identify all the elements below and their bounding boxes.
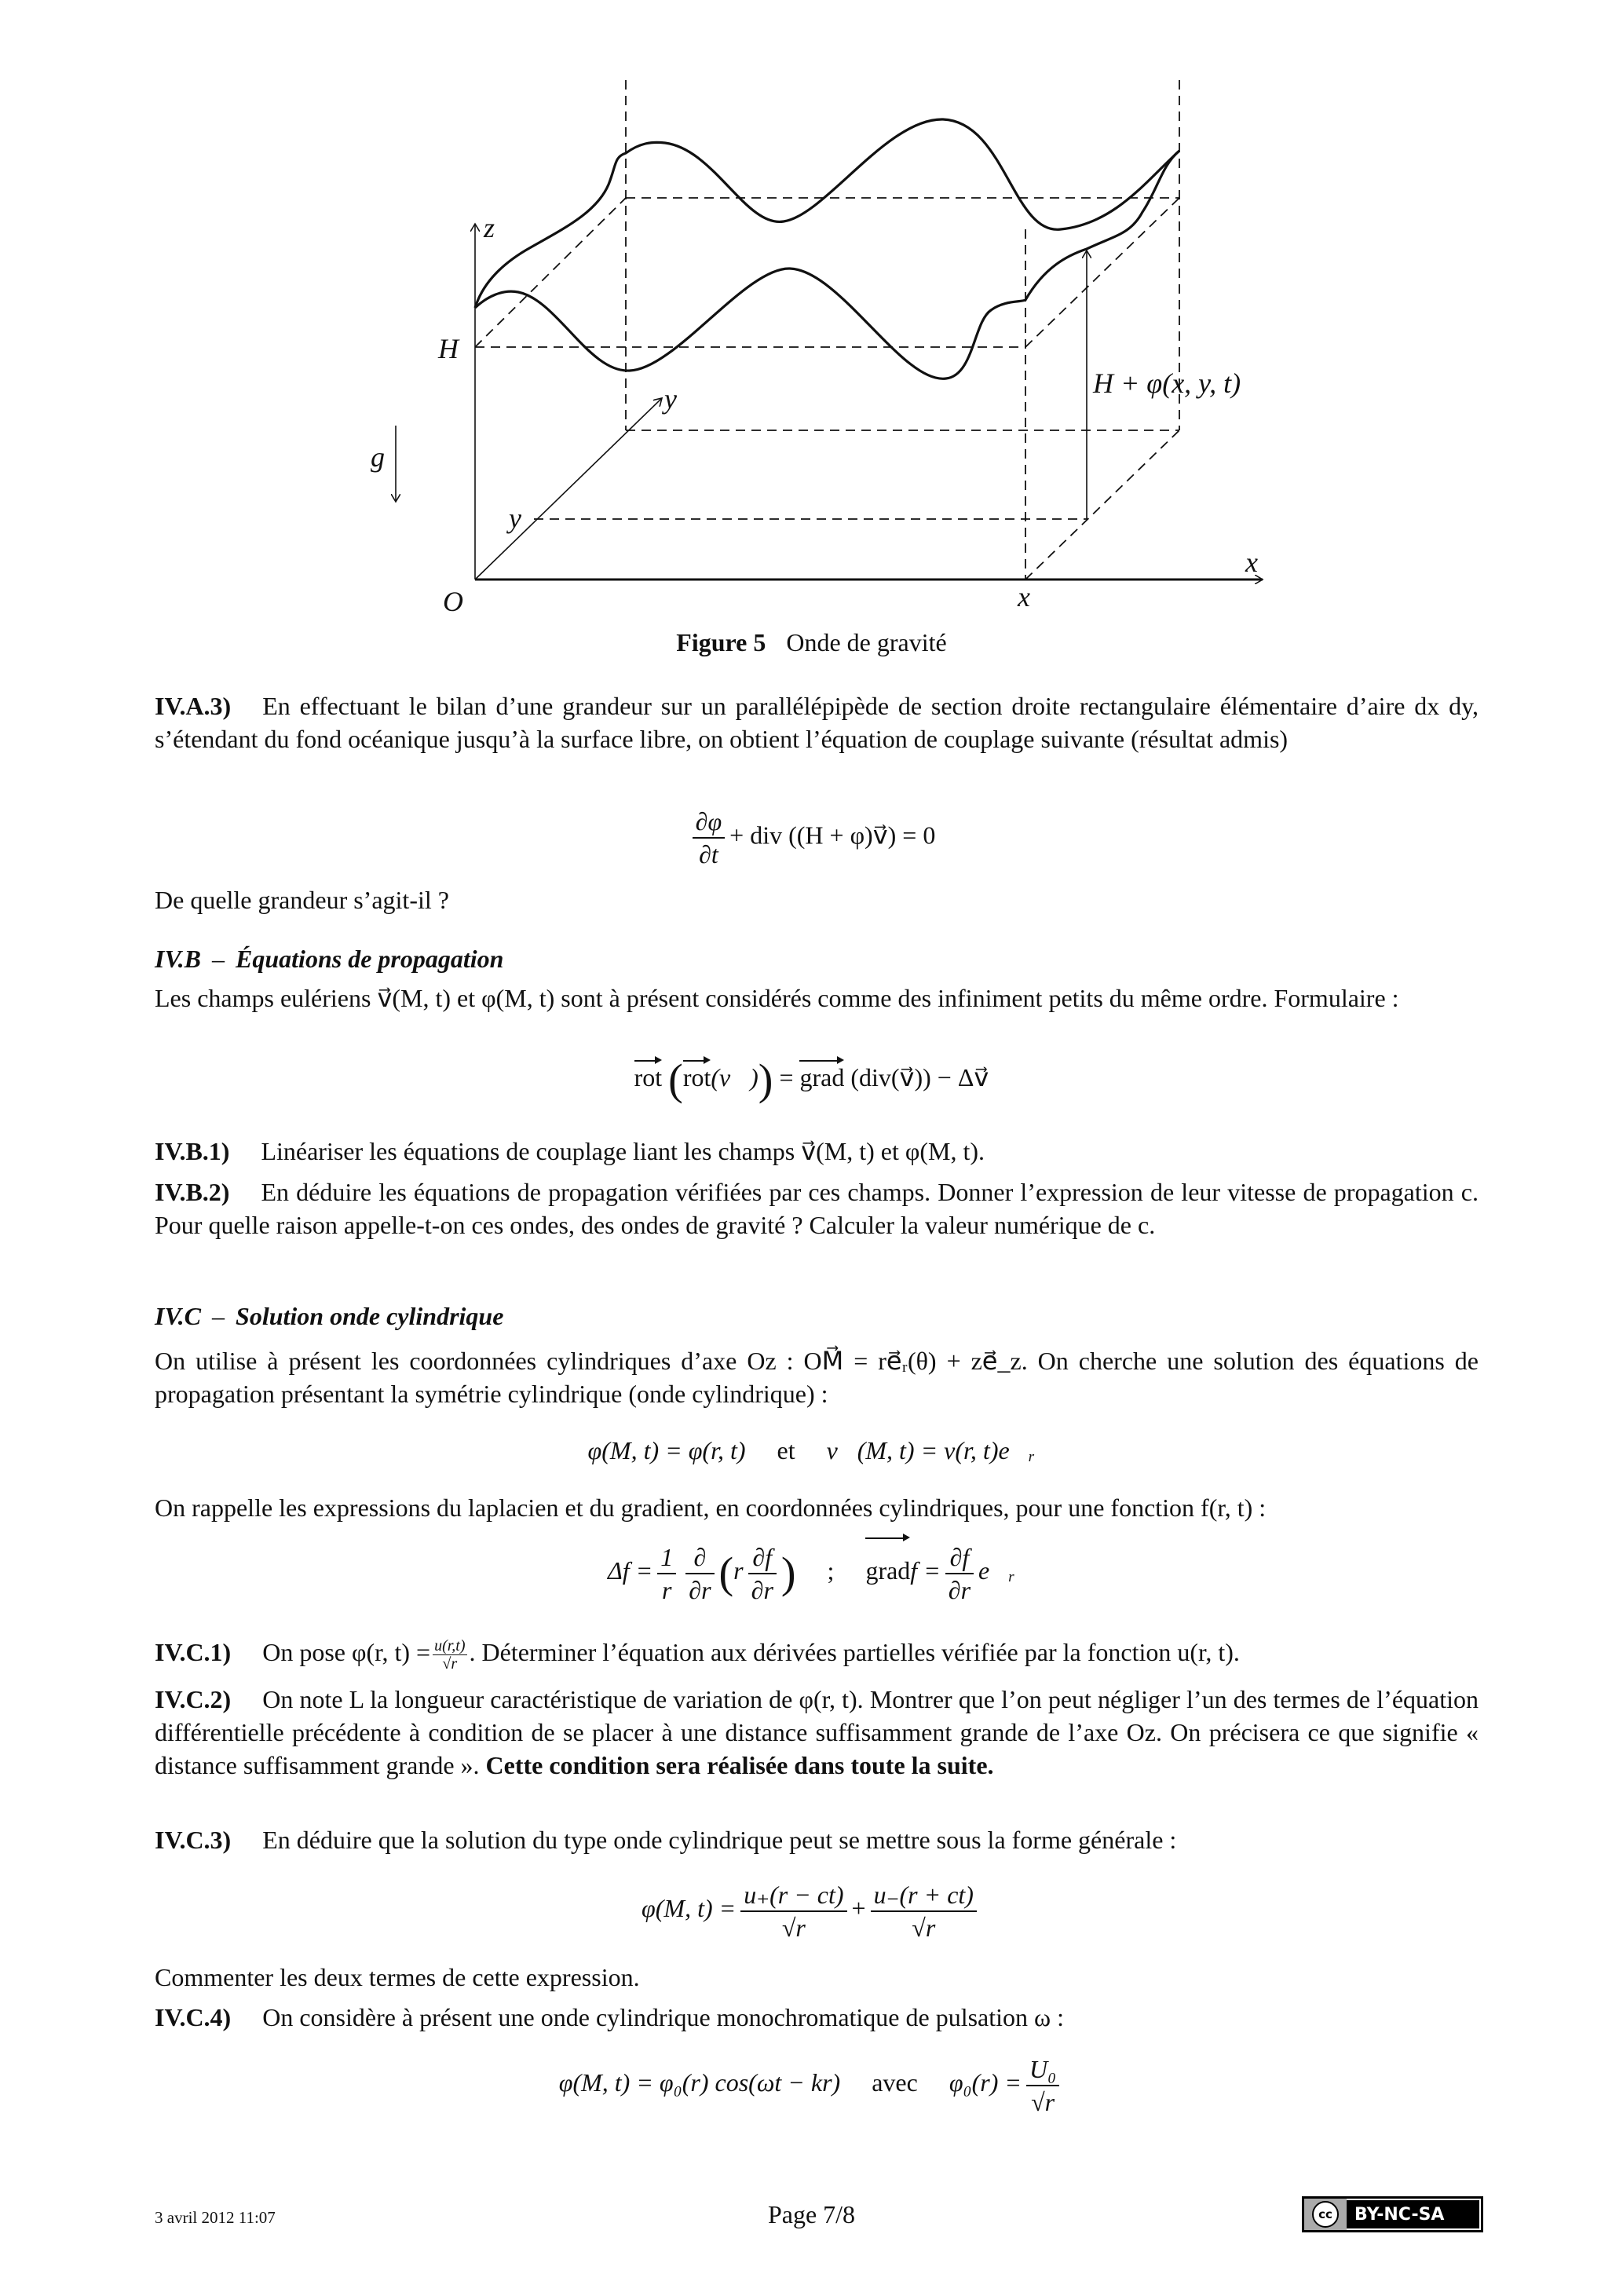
- section-dash: –: [212, 1302, 225, 1330]
- symmetry-equation: [0, 1435, 1623, 1466]
- question-label: IV.C.2): [155, 1685, 232, 1713]
- rot-operator: rot: [634, 1063, 663, 1091]
- eq-numerator: U₀: [1026, 2053, 1059, 2086]
- eq-numerator: ∂f: [748, 1541, 777, 1574]
- eq-denominator: ∂r: [689, 1575, 711, 1604]
- monochromatic-wave-equation: [0, 2051, 1623, 2118]
- eq-rest: (div(v⃗)) − Δv⃗: [850, 1063, 989, 1091]
- question-label: IV.B.1): [155, 1137, 230, 1165]
- eq-denominator: ∂r: [751, 1575, 773, 1604]
- eq-and: avec: [872, 2068, 918, 2097]
- eq-numerator: ∂φ: [693, 806, 726, 839]
- section-heading-IV-C: [155, 1300, 1479, 1333]
- question-text: En déduire que la solution du type onde cylindrique peut se mettre sous la forme générale :: [262, 1826, 1177, 1854]
- eq-term: (v⃗): [711, 1063, 758, 1091]
- footer-date: 3 avril 2012 11:07: [155, 2208, 276, 2227]
- question-label: IV.C.1): [155, 1638, 232, 1666]
- formulary-equation: rot (rot(v⃗)) = grad (div(v⃗)) − Δv⃗: [634, 1055, 989, 1105]
- section-id: IV.C: [155, 1302, 202, 1330]
- section-intro: Les champs eulériens v⃗(M, t) et φ(M, t) sont à présent considérés comme des infiniment petits du même ordre. Formulaire :: [155, 984, 1399, 1012]
- eq-denominator: √r: [912, 1913, 936, 1942]
- cc-icon: cc: [1312, 2201, 1339, 2228]
- eq-denominator: √r: [781, 1913, 806, 1942]
- y-axis: [475, 398, 662, 579]
- front-wave-curve: [475, 151, 1179, 378]
- eq-and: et: [777, 1436, 795, 1464]
- laplacian-gradient-equation: Δf = $\frac{1}{r}$ $\frac{\partial}{\partial r}$ (r $\frac{\partial f}{\partial r}$ ) ; gradf = $\frac{\partial f}{\partial r}$ e⃗ᵣ: [0, 1539, 1623, 1606]
- question-label: IV.B.2): [155, 1178, 230, 1206]
- question-text: Linéariser les équations de couplage liant les champs v⃗(M, t) et φ(M, t).: [261, 1137, 985, 1165]
- eq-denominator: ∂r: [948, 1575, 971, 1604]
- section-id: IV.B: [155, 945, 202, 973]
- question-text: En effectuant le bilan d’une grandeur sur un parallélépipède de section droite rectangulaire élémentaire d’aire dx dy, s’étendant du fond océanique jusqu’à la surface libre, on obtient l’équation de couplage suivante (résultat admis): [155, 692, 1479, 753]
- question-text: . Déterminer l’équation aux dérivées partielles vérifiée par la fonction u(r, t).: [469, 1638, 1240, 1666]
- comment-text: Commenter les deux termes de cette expression.: [155, 1963, 640, 1991]
- eq-term: φ₀(r) =: [949, 2068, 1022, 2097]
- figure-caption: [0, 628, 1623, 657]
- eq-numerator: 1: [657, 1541, 676, 1574]
- question-IV-C-1: [155, 1636, 1479, 1673]
- eq-term: Δf =: [607, 1556, 653, 1585]
- H-label: H: [438, 333, 459, 364]
- eq-term: φ(M, t) = φ₀(r) cos(ωt − kr): [558, 2068, 841, 2097]
- question-text: On pose φ(r, t) =: [262, 1638, 431, 1666]
- origin-label: O: [443, 586, 463, 617]
- question-IV-A-3: [155, 689, 1479, 755]
- back-wave-curve: [475, 119, 1179, 308]
- general-solution-equation: [0, 1877, 1623, 1943]
- gravity-wave-figure: [0, 0, 1623, 628]
- section-heading-IV-B: [155, 942, 1479, 975]
- eq-equals: =: [779, 1063, 800, 1091]
- grad-operator: grad: [865, 1539, 910, 1602]
- eq-term: e⃗ᵣ: [978, 1556, 1016, 1585]
- eq-term: r: [733, 1556, 744, 1585]
- y-axis-label: y: [664, 383, 677, 415]
- bold-condition-text: Cette condition sera réalisée dans toute la suite.: [485, 1751, 994, 1779]
- eq-numerator: ∂f: [945, 1541, 974, 1574]
- eq-separator: ;: [827, 1556, 835, 1585]
- x-point-label: x: [1018, 581, 1030, 612]
- eq-term: φ(M, t) = φ(r, t): [587, 1436, 746, 1464]
- eq-rest: + div ((H + φ)v⃗) = 0: [729, 821, 936, 850]
- section-dash: –: [212, 945, 225, 973]
- question-text: On considère à présent une onde cylindrique monochromatique de pulsation ω :: [262, 2003, 1064, 2031]
- eq-numerator: u₋(r + ct): [871, 1879, 977, 1912]
- eq-denominator: √r: [442, 1655, 458, 1673]
- eq-denominator: √r: [1031, 2087, 1055, 2116]
- section-title: Solution onde cylindrique: [236, 1302, 504, 1330]
- eq-denominator: r: [662, 1575, 672, 1604]
- eq-numerator: u(r,t): [434, 1637, 466, 1655]
- y-point-label: y: [509, 503, 521, 534]
- question-label: IV.C.3): [155, 1826, 232, 1854]
- question-label: IV.C.4): [155, 2003, 232, 2031]
- eq-term: v⃗(M, t) = v(r, t)e⃗ᵣ: [826, 1436, 1036, 1464]
- question-text: De quelle grandeur s’agit-il ?: [155, 886, 449, 914]
- question-IV-C-4: [155, 2001, 1479, 2034]
- eq-term: φ(M, t) =: [642, 1894, 737, 1922]
- cc-license-badge: [1302, 2196, 1483, 2232]
- question-IV-B-1: [155, 1135, 1479, 1168]
- figure-title: Onde de gravité: [786, 628, 947, 656]
- question-IV-B-2: [155, 1175, 1479, 1241]
- question-IV-C-2: [155, 1683, 1479, 1782]
- height-label: H + φ(x, y, t): [1093, 367, 1241, 399]
- recall-text: On rappelle les expressions du laplacien et du gradient, en coordonnées cylindriques, pour une fonction f(r, t) :: [155, 1493, 1267, 1522]
- section-title: Équations de propagation: [236, 945, 504, 973]
- figure-number: Figure 5: [676, 628, 766, 656]
- eq-term: f =: [910, 1556, 941, 1585]
- g-label: g: [371, 441, 385, 473]
- z-label: z: [484, 212, 495, 243]
- question-text: On note L la longueur caractéristique de variation de φ(r, t). Montrer que l’on peut négliger l’un des termes de l’équation différentielle précédente à condition de se placer à une distance suffisamment grande de l’axe Oz. On précisera ce que signifie « distance suffisamment grande ».: [155, 1685, 1479, 1779]
- license-text: BY-NC-SA: [1354, 2204, 1445, 2225]
- question-text: En déduire les équations de propagation vérifiées par ces champs. Donner l’expression de leur vitesse de propagation c. Pour quelle raison appelle-t-on ces ondes, des ondes de gravité ? Calculer la valeur numérique de c.: [155, 1178, 1479, 1239]
- question-IV-C-3: [155, 1823, 1479, 1856]
- page-number: Page 7/8: [767, 2200, 856, 2228]
- coupling-equation: [0, 806, 1623, 870]
- eq-numerator: ∂: [685, 1541, 714, 1574]
- eq-plus: +: [851, 1894, 866, 1922]
- eq-numerator: u₊(r − ct): [740, 1879, 846, 1912]
- rot-operator: rot: [682, 1063, 711, 1091]
- question-label: IV.A.3): [155, 692, 232, 720]
- dashed-guides: [475, 80, 1179, 579]
- eq-denominator: ∂t: [699, 840, 718, 868]
- section-intro: On utilise à présent les coordonnées cylindriques d’axe Oz : OM⃗ = re⃗ᵣ(θ) + ze⃗_z. On cherche une solution des équations de propagation présentant la symétrie cylindrique (onde cylindrique) :: [155, 1347, 1479, 1408]
- grad-operator: grad: [799, 1063, 845, 1091]
- x-axis-label: x: [1245, 547, 1258, 578]
